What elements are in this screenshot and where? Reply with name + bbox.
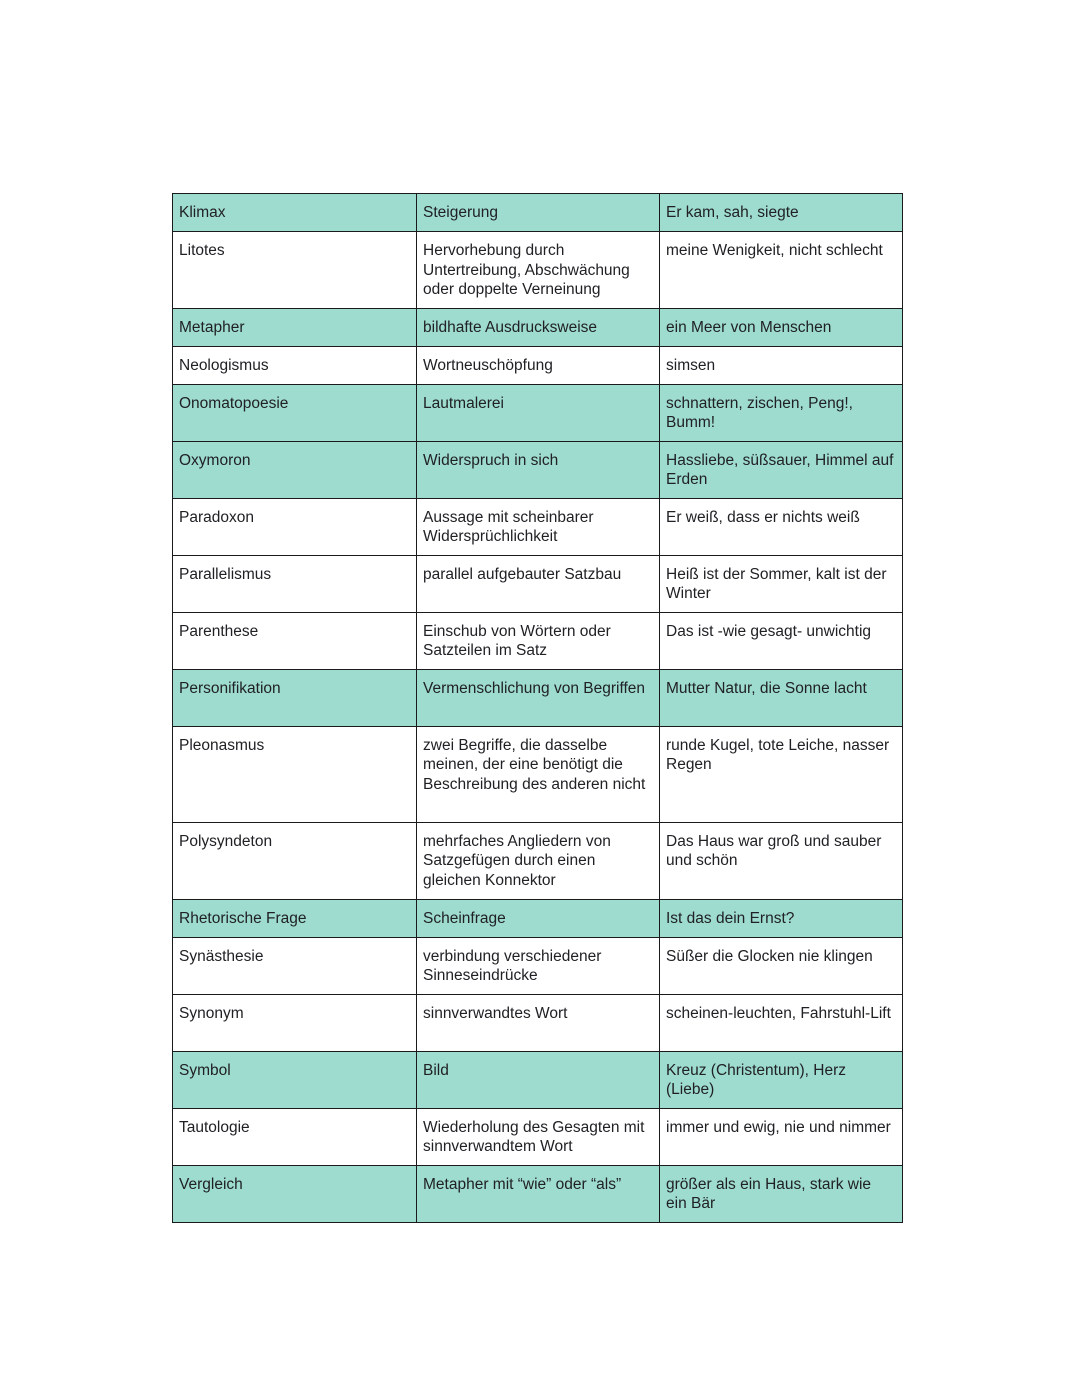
definition-cell: Widerspruch in sich	[417, 441, 660, 498]
term-cell: Symbol	[173, 1051, 417, 1108]
table-row	[173, 194, 903, 232]
term-cell: Polysyndeton	[173, 822, 417, 899]
table-row	[173, 1051, 903, 1108]
definition-cell: Lautmalerei	[417, 384, 660, 441]
example-cell: Er kam, sah, siegte	[660, 194, 903, 232]
table-body	[173, 194, 903, 1223]
term-cell: Rhetorische Frage	[173, 899, 417, 937]
example-cell: schnattern, zischen, Peng!, Bumm!	[660, 384, 903, 441]
definition-cell: mehrfaches Angliedern von Satzgefügen durch einen gleichen Konnektor	[417, 822, 660, 899]
term-cell: Synästhesie	[173, 937, 417, 994]
table-row	[173, 1108, 903, 1165]
definition-cell: Scheinfrage	[417, 899, 660, 937]
table-row	[173, 308, 903, 346]
term-cell: Neologismus	[173, 346, 417, 384]
table-row	[173, 555, 903, 612]
term-cell: Pleonasmus	[173, 726, 417, 822]
example-cell: meine Wenigkeit, nicht schlecht	[660, 232, 903, 309]
example-cell: ein Meer von Menschen	[660, 308, 903, 346]
term-cell: Parenthese	[173, 612, 417, 669]
definition-cell: Wortneuschöpfung	[417, 346, 660, 384]
table-row	[173, 1165, 903, 1222]
example-cell: Hassliebe, süßsauer, Himmel auf Erden	[660, 441, 903, 498]
definition-cell: Vermenschlichung von Begriffen	[417, 669, 660, 726]
example-cell: Kreuz (Christentum), Herz (Liebe)	[660, 1051, 903, 1108]
term-cell: Vergleich	[173, 1165, 417, 1222]
table-row	[173, 669, 903, 726]
term-cell: Onomatopoesie	[173, 384, 417, 441]
term-cell: Tautologie	[173, 1108, 417, 1165]
definition-cell: Aussage mit scheinbarer Widersprüchlichkeit	[417, 498, 660, 555]
term-cell: Parallelismus	[173, 555, 417, 612]
table-row	[173, 994, 903, 1051]
table-row	[173, 937, 903, 994]
example-cell: Mutter Natur, die Sonne lacht	[660, 669, 903, 726]
term-cell: Metapher	[173, 308, 417, 346]
table-row	[173, 384, 903, 441]
term-cell: Paradoxon	[173, 498, 417, 555]
definition-cell: parallel aufgebauter Satzbau	[417, 555, 660, 612]
table-row	[173, 441, 903, 498]
table-row	[173, 612, 903, 669]
definition-cell: Wiederholung des Gesagten mit sinnverwandtem Wort	[417, 1108, 660, 1165]
term-cell: Synonym	[173, 994, 417, 1051]
term-cell: Klimax	[173, 194, 417, 232]
definition-cell: bildhafte Ausdrucksweise	[417, 308, 660, 346]
table-row	[173, 726, 903, 822]
table-row	[173, 346, 903, 384]
definition-cell: sinnverwandtes Wort	[417, 994, 660, 1051]
definition-cell: Einschub von Wörtern oder Satzteilen im Satz	[417, 612, 660, 669]
example-cell: Ist das dein Ernst?	[660, 899, 903, 937]
example-cell: Er weiß, dass er nichts weiß	[660, 498, 903, 555]
definition-cell: Metapher mit “wie” oder “als”	[417, 1165, 660, 1222]
example-cell: scheinen-leuchten, Fahrstuhl-Lift	[660, 994, 903, 1051]
definition-cell: zwei Begriffe, die dasselbe meinen, der eine benötigt die Beschreibung des anderen nicht	[417, 726, 660, 822]
example-cell: größer als ein Haus, stark wie ein Bär	[660, 1165, 903, 1222]
example-cell: simsen	[660, 346, 903, 384]
definition-cell: verbindung verschiedener Sinneseindrücke	[417, 937, 660, 994]
table-row	[173, 899, 903, 937]
example-cell: Süßer die Glocken nie klingen	[660, 937, 903, 994]
example-cell: Heiß ist der Sommer, kalt ist der Winter	[660, 555, 903, 612]
table-row	[173, 232, 903, 309]
rhetorical-figures-table	[172, 193, 903, 1223]
term-cell: Personifikation	[173, 669, 417, 726]
example-cell: runde Kugel, tote Leiche, nasser Regen	[660, 726, 903, 822]
definition-cell: Hervorhebung durch Untertreibung, Abschwächung oder doppelte Verneinung	[417, 232, 660, 309]
example-cell: immer und ewig, nie und nimmer	[660, 1108, 903, 1165]
term-cell: Litotes	[173, 232, 417, 309]
definition-cell: Steigerung	[417, 194, 660, 232]
example-cell: Das ist -wie gesagt- unwichtig	[660, 612, 903, 669]
definition-cell: Bild	[417, 1051, 660, 1108]
table-row	[173, 498, 903, 555]
term-cell: Oxymoron	[173, 441, 417, 498]
example-cell: Das Haus war groß und sauber und schön	[660, 822, 903, 899]
table-row	[173, 822, 903, 899]
